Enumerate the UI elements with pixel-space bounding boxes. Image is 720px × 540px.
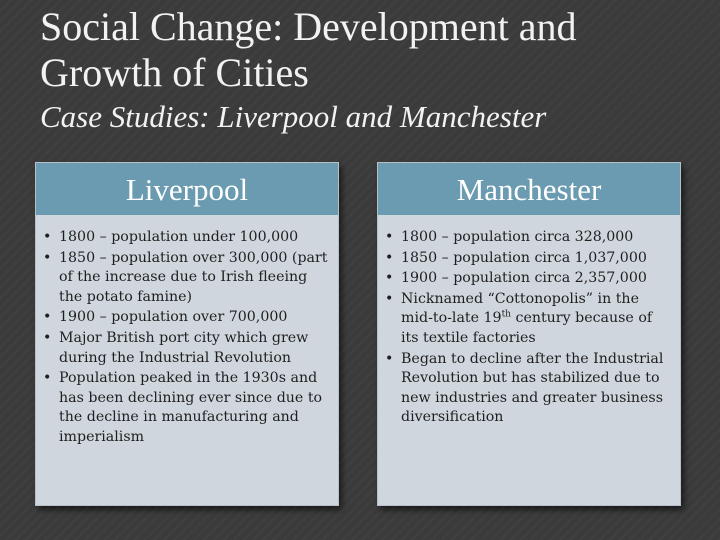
- list-item: • Began to decline after the Industrial Revolution but has stabilized due to new industries and greater business diversification: [378, 350, 672, 428]
- list-item: • 1800 – population under 100,000: [36, 228, 330, 248]
- manchester-list: [378, 215, 680, 428]
- liverpool-list: [36, 215, 338, 448]
- liverpool-card: [35, 162, 339, 506]
- list-item: • 1850 – population circa 1,037,000: [378, 249, 672, 269]
- superscript: th: [501, 309, 511, 320]
- list-item: [378, 290, 672, 349]
- liverpool-heading: Liverpool: [36, 163, 338, 215]
- list-item: • Major British port city which grew during the Industrial Revolution: [36, 329, 330, 368]
- list-item-text: century because of its textile factories: [401, 310, 653, 346]
- list-item: • 1800 – population circa 328,000: [378, 228, 672, 248]
- manchester-card: [377, 162, 681, 506]
- list-item: • 1900 – population circa 2,357,000: [378, 269, 672, 289]
- list-item: • 1900 – population over 700,000: [36, 308, 330, 328]
- list-item: • Population peaked in the 1930s and has been declining ever since due to the decline in manufacturing and imperialism: [36, 369, 330, 447]
- slide-subtitle: Case Studies: Liverpool and Manchester: [40, 99, 547, 134]
- slide-title: Social Change: Development and Growth of Cities: [40, 4, 577, 95]
- manchester-heading: Manchester: [378, 163, 680, 215]
- list-item: • 1850 – population over 300,000 (part of the increase due to Irish fleeing the potato famine): [36, 249, 330, 308]
- list-item-text: Nicknamed “Cottonopolis” in the mid-to-late 19: [401, 290, 639, 327]
